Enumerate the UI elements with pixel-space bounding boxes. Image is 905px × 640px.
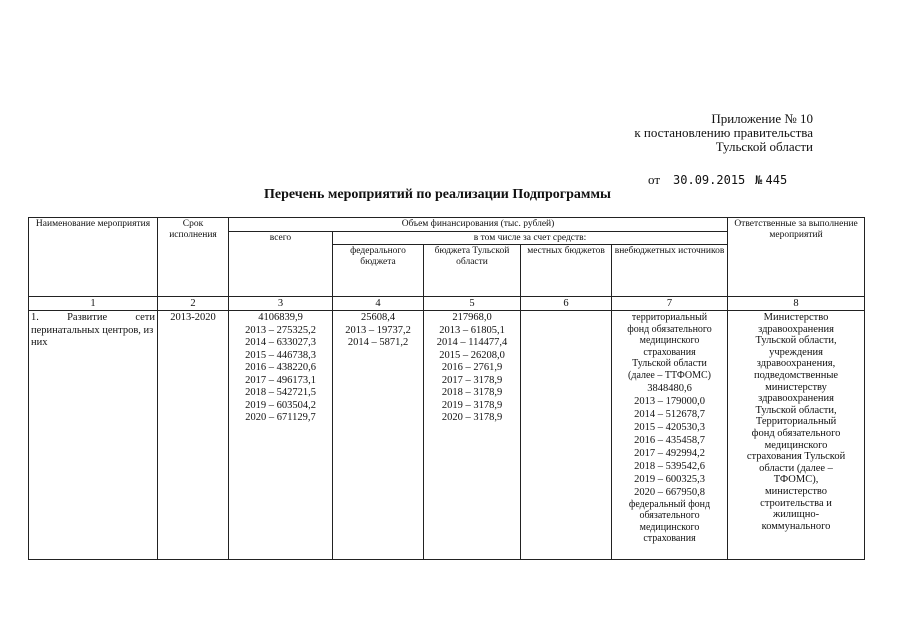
list-item: 2020 – 671129,7 bbox=[245, 412, 316, 423]
col-number: 5 bbox=[424, 297, 521, 311]
header-responsible: Ответственные за выполнение мероприятий bbox=[728, 218, 865, 297]
list-item: 2014 – 512678,7 bbox=[634, 408, 705, 420]
list-item: строительства и bbox=[760, 497, 832, 509]
list-item: 2020 – 667950,8 bbox=[634, 486, 705, 498]
header-local: местных бюджетов bbox=[521, 245, 612, 297]
list-item: 2016 – 2761,9 bbox=[441, 362, 503, 373]
list-item: обязательного bbox=[639, 510, 700, 522]
list-item: 2015 – 446738,3 bbox=[245, 349, 316, 361]
col-number: 4 bbox=[333, 297, 424, 311]
list-item: 2017 – 496173,1 bbox=[245, 374, 316, 386]
list-item: медицинского bbox=[764, 439, 828, 451]
list-item: фонд обязательного bbox=[627, 323, 712, 335]
list-item: 2019 – 603504,2 bbox=[245, 399, 316, 411]
list-item: 217968,0 bbox=[452, 312, 492, 323]
list-item: страхования bbox=[643, 346, 696, 358]
list-item: 3848480,6 bbox=[647, 382, 692, 394]
appendix-title: Приложение № 10 bbox=[711, 111, 813, 126]
extra-tail bbox=[614, 499, 725, 545]
list-item: области (далее – bbox=[759, 462, 833, 474]
header-row-1 bbox=[29, 218, 865, 232]
list-item: 4106839,9 bbox=[258, 312, 303, 323]
list-item: подведомственные bbox=[753, 369, 839, 381]
list-item: 2016 – 438220,6 bbox=[245, 362, 316, 373]
header-total: всего bbox=[229, 231, 333, 297]
list-item: здравоохранения, bbox=[756, 358, 836, 370]
list-item: Министерство bbox=[763, 312, 829, 323]
page-title: Перечень мероприятий по реализации Подпрограммы bbox=[264, 187, 611, 202]
list-item: 2015 – 420530,3 bbox=[634, 421, 705, 433]
column-number-row bbox=[29, 297, 865, 311]
list-item: жилищно- bbox=[772, 509, 820, 521]
list-item: 2018 – 542721,5 bbox=[245, 387, 316, 398]
col-number: 8 bbox=[728, 297, 865, 311]
col-number: 3 bbox=[229, 297, 333, 311]
list-item: здравоохранения bbox=[758, 393, 834, 405]
list-item: территориальный bbox=[631, 312, 708, 323]
decree-date-line bbox=[648, 172, 787, 188]
appendix-decree: к постановлению правительства bbox=[634, 125, 813, 140]
list-item: страхования bbox=[643, 533, 696, 545]
list-item: Тульской области bbox=[632, 358, 707, 370]
list-item: 2017 – 492994,2 bbox=[634, 447, 705, 459]
table-row bbox=[29, 311, 865, 560]
list-item: 2014 – 5871,2 bbox=[347, 337, 409, 348]
header-term: Срок исполнения bbox=[158, 218, 229, 297]
list-item: учреждения bbox=[769, 346, 823, 358]
decree-number: 445 bbox=[765, 173, 788, 187]
header-including: в том числе за счет средств: bbox=[333, 231, 728, 245]
list-item: Тульской области, bbox=[755, 335, 837, 347]
list-item: медицинского bbox=[639, 335, 700, 347]
col-number: 1 bbox=[29, 297, 158, 311]
list-item: 2019 – 600325,3 bbox=[634, 473, 705, 485]
measure-name-first-line: 1. Развитие сети bbox=[31, 312, 155, 323]
decree-date: 30.09.2015 bbox=[673, 173, 746, 187]
list-item: 2020 – 3178,9 bbox=[441, 412, 503, 423]
appendix-region: Тульской области bbox=[715, 139, 813, 154]
list-item: 2019 – 3178,9 bbox=[441, 399, 503, 411]
list-item: 2017 – 3178,9 bbox=[441, 374, 503, 386]
list-item: 2016 – 435458,7 bbox=[634, 434, 705, 446]
list-item: 2015 – 26208,0 bbox=[439, 349, 505, 361]
local-cell bbox=[521, 311, 612, 560]
header-regional: бюджета Тульской области bbox=[424, 245, 521, 297]
header-name: Наименование мероприятия bbox=[29, 218, 158, 297]
list-item: Территориальный bbox=[755, 416, 837, 428]
list-item: 2014 – 114477,4 bbox=[436, 337, 508, 348]
responsible-cell bbox=[728, 311, 865, 560]
list-item: здравоохранения bbox=[758, 323, 834, 335]
list-item: фонд обязательного bbox=[751, 427, 841, 439]
list-item: федеральный фонд bbox=[628, 498, 711, 510]
list-item: Тульской области, bbox=[755, 404, 837, 416]
header-extra: внебюджетных источников bbox=[612, 245, 728, 297]
header-funding: Объем финансирования (тыс. рублей) bbox=[229, 218, 728, 232]
number-sign: № bbox=[755, 173, 763, 187]
total-cell bbox=[229, 311, 333, 560]
col-number: 2 bbox=[158, 297, 229, 311]
list-item: (далее – ТТФОМС) bbox=[628, 369, 711, 381]
list-item: 2013 – 19737,2 bbox=[345, 324, 411, 336]
col-number: 7 bbox=[612, 297, 728, 311]
appendix-header bbox=[634, 112, 813, 154]
measure-name-cell bbox=[29, 311, 158, 560]
extra-cell bbox=[612, 311, 728, 560]
list-item: 25608,4 bbox=[360, 312, 396, 323]
list-item: 2018 – 539542,6 bbox=[634, 460, 705, 472]
col-number: 6 bbox=[521, 297, 612, 311]
measure-term: 2013-2020 bbox=[158, 311, 229, 560]
list-item: коммунального bbox=[761, 520, 831, 532]
extra-intro bbox=[614, 312, 725, 382]
list-item: 2018 – 3178,9 bbox=[441, 387, 503, 398]
list-item: страхования Тульской bbox=[746, 451, 846, 463]
header-federal: федерального бюджета bbox=[333, 245, 424, 297]
list-item: министерство bbox=[765, 485, 828, 497]
extra-values bbox=[614, 382, 725, 499]
list-item: 2014 – 633027,3 bbox=[245, 337, 316, 348]
regional-cell bbox=[424, 311, 521, 560]
measure-name-rest: перинатальных центров, из них bbox=[31, 324, 154, 348]
list-item: 2013 – 179000,0 bbox=[634, 395, 705, 407]
measures-table bbox=[28, 217, 865, 560]
list-item: 2013 – 275325,2 bbox=[245, 324, 316, 336]
list-item: медицинского bbox=[639, 521, 700, 533]
date-prefix: от bbox=[648, 172, 661, 187]
list-item: министерству bbox=[765, 381, 827, 393]
federal-cell bbox=[333, 311, 424, 560]
list-item: 2013 – 61805,1 bbox=[439, 324, 505, 336]
list-item: ТФОМС), bbox=[773, 474, 819, 486]
